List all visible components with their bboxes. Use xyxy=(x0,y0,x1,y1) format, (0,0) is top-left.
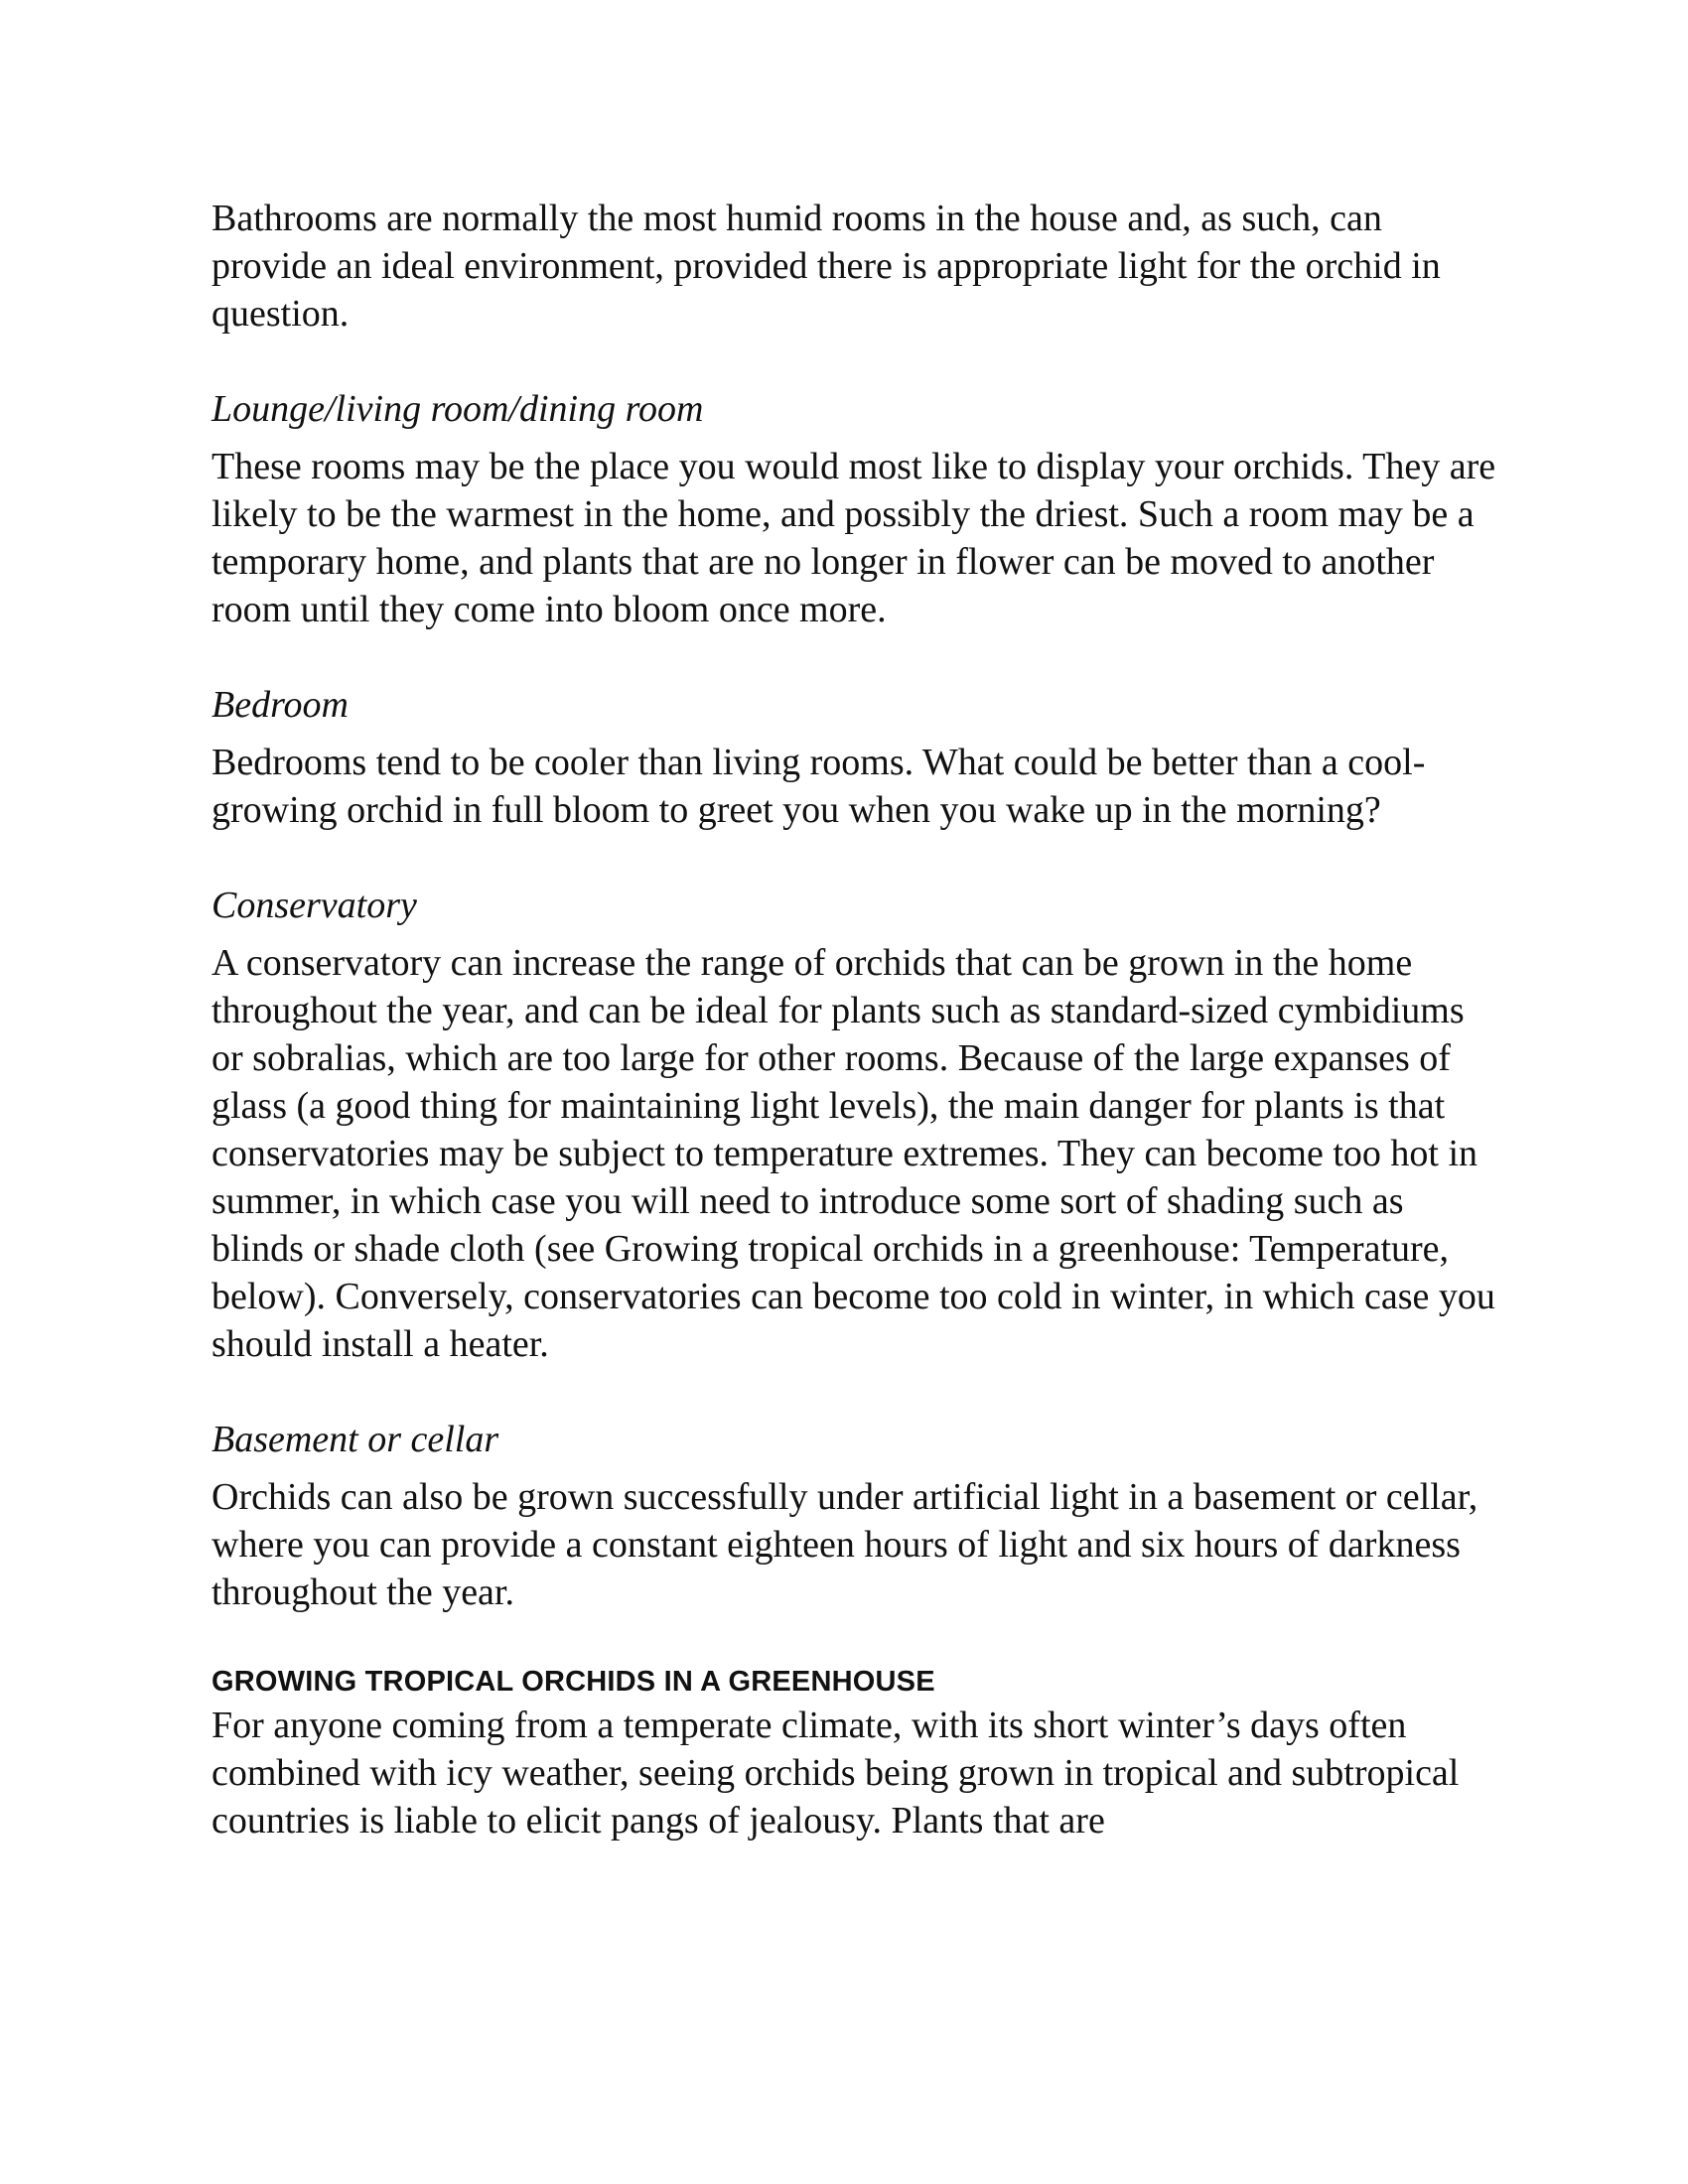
spacer xyxy=(211,834,1502,882)
spacer xyxy=(211,338,1502,385)
subheading-basement: Basement or cellar xyxy=(211,1419,499,1460)
subheading-bedroom: Bedroom xyxy=(211,684,349,726)
spacer xyxy=(211,633,1502,681)
section-heading-greenhouse: GROWING TROPICAL ORCHIDS IN A GREENHOUSE xyxy=(211,1666,935,1698)
spacer xyxy=(211,929,1502,939)
paragraph-greenhouse: For anyone coming from a temperate climate, with its short winter’s days often combined with icy weather, seeing orchids being grown in tropical and subtropical countries is liable to elicit pangs of jealousy. Plants that are xyxy=(211,1705,1460,1842)
paragraph-conservatory: A conservatory can increase the range of orchids that can be grown in the home throughout the year, and can be ideal for plants such as standard-sized cymbidiums or sobralias, which are too large for other rooms. Because of the large expanses of glass (a good thing for maintaining light levels), the main danger for plants is that conservatories may be subject to temperature extremes. They can become too hot in summer, in which case you will need to introduce some sort of shading such as blinds or shade cloth (see Growing tropical orchids in a greenhouse: Temperature, below). Conversely, conservatories can become too cold in winter, in which case you should install a heater. xyxy=(211,942,1495,1365)
spacer xyxy=(211,1616,1502,1662)
document-page xyxy=(211,195,1502,1844)
spacer xyxy=(211,433,1502,443)
paragraph-bedroom: Bedrooms tend to be cooler than living rooms. What could be better than a cool-growing orchid in full bloom to greet you when you wake up in the morning? xyxy=(211,742,1426,831)
subheading-lounge: Lounge/living room/dining room xyxy=(211,388,704,430)
spacer xyxy=(211,1368,1502,1416)
paragraph-basement: Orchids can also be grown successfully under artificial light in a basement or cellar, where you can provide a constant eighteen hours of light and six hours of darkness throughout the year. xyxy=(211,1476,1478,1613)
subheading-conservatory: Conservatory xyxy=(211,885,417,926)
paragraph-lounge: These rooms may be the place you would most like to display your orchids. They are likely to be the warmest in the home, and possibly the driest. Such a room may be a temporary home, and plants that are no longer in flower can be moved to another room until they come into bloom once more. xyxy=(211,446,1496,630)
spacer xyxy=(211,1463,1502,1473)
spacer xyxy=(211,729,1502,739)
intro-paragraph: Bathrooms are normally the most humid rooms in the house and, as such, can provide an ideal environment, provided there is appropriate light for the orchid in question. xyxy=(211,198,1441,335)
